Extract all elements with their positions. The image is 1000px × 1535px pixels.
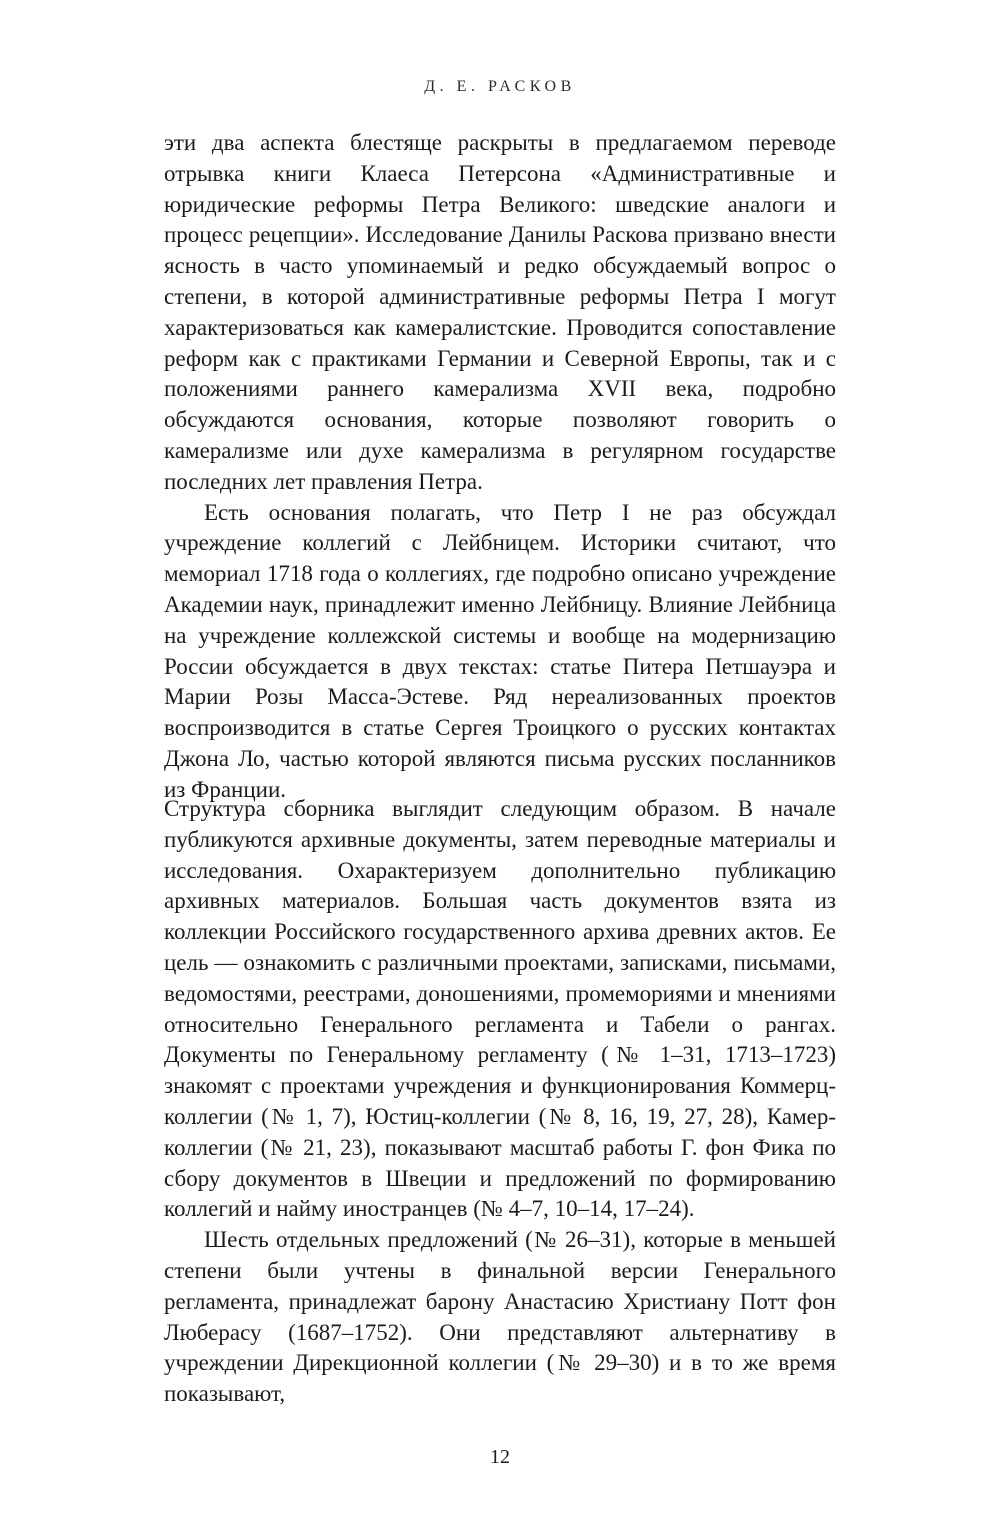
text-block-bottom [164,794,836,1410]
paragraph-structure: Структура сборника выглядит следующим образом. В начале публикуются архивные документы, затем переводные материалы и исследования. Охарактеризуем дополнительно публикацию архивных материалов. Большая часть документов взята из коллекции Российского государственного архива древних актов. Ее цель — ознакомить с различными проектами, записками, письмами, ведомостями, реестрами, доношениями, промемориями и мнениями относительно Генерального регламента и Табели о рангах. Документы по Генеральному регламенту (№ 1–31, 1713–1723) знакомят с проектами учреждения и функционирования Коммерц-коллегии (№ 1, 7), Юстиц-коллегии (№ 8, 16, 19, 27, 28), Камер-коллегии (№ 21, 23), показывают масштаб работы Г. фон Фика по сбору документов в Швеции и предложений по формированию коллегий и найму иностранцев (№ 4–7, 10–14, 17–24). [164,796,836,1222]
text-block-top [164,128,836,806]
paragraph-proposals: Шесть отдельных предложений (№ 26–31), которые в меньшей степени были учтены в финальной версии Генерального регламента, принадлежат барону Анастасию Христиану Потт фон Люберасу (1687–1752). Они представляют альтернативу в учреждении Дирекционной коллегии (№ 29–30) и в то же время показывают, [164,1227,836,1407]
page-number: 12 [490,1446,510,1468]
paragraph-continued: эти два аспекта блестяще раскрыты в предлагаемом переводе отрывка книги Клаеса Петерсона «Административные и юридические реформы Петра Великого: шведские аналоги и процесс рецепции». Исследование Данилы Раскова призвано внести ясность в часто упоминаемый и редко обсуждаемый вопрос о степени, в которой административные реформы Петра I могут характеризоваться как камералистские. Проводится сопоставление реформ как с практиками Германии и Северной Европы, так и с положениями раннего камерализма XVII века, подробно обсуждаются основания, которые позволяют говорить о камерализме или духе камерализма в регулярном государстве последних лет правления Петра. [164,130,836,494]
running-head: Д. Е. РАСКОВ [424,78,576,95]
paragraph-leibniz: Есть основания полагать, что Петр I не раз обсуждал учреждение коллегий с Лейбницем. Историки считают, что мемориал 1718 года о коллегиях, где подробно описано учреждение Академии наук, принадлежит именно Лейбницу. Влияние Лейбница на учреждение коллежской системы и вообще на модернизацию России обсуждается в двух текстах: статье Питера Петшауэра и Марии Розы Масса-Эстеве. Ряд нереализованных проектов воспроизводится в статье Сергея Троицкого о русских контактах Джона Ло, частью которой являются письма русских посланников из Франции. [164,499,836,802]
